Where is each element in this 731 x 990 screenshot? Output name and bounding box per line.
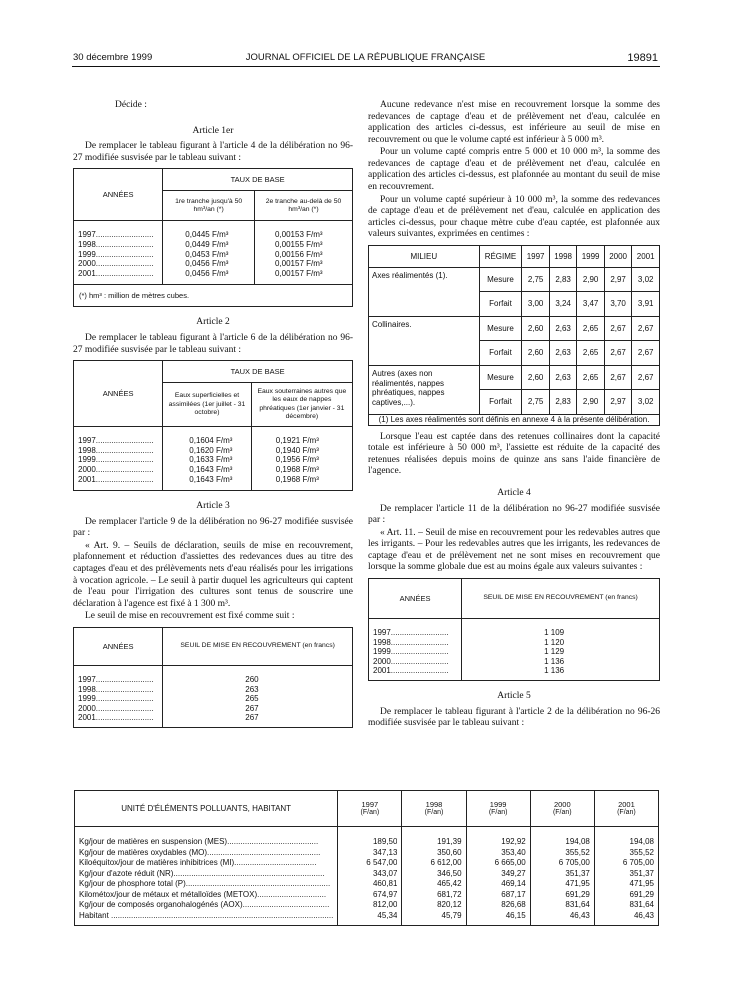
table-3 — [73, 627, 353, 728]
t2-year: 2001.......................... — [78, 474, 154, 484]
t5-year: 1997.......................... — [373, 628, 449, 638]
t2-value: 0,1968 F/m³ — [275, 474, 319, 484]
t3-value: 265 — [245, 694, 259, 704]
header-date: 30 décembre 1999 — [73, 52, 153, 63]
t4-header-cell: RÉGIME — [479, 245, 522, 267]
t2-col1 — [163, 427, 251, 491]
t6-year-unit: (F/an) — [552, 808, 572, 816]
t6-header-year — [594, 791, 658, 827]
t1-years — [74, 221, 163, 285]
t6-value: 691,29 — [629, 889, 654, 899]
t6-value: 6 705,00 — [622, 858, 654, 867]
t6-year-unit: (F/an) — [424, 808, 444, 816]
t4-header-cell: 1999 — [577, 245, 605, 267]
t6-value: 687,17 — [501, 889, 526, 899]
t6-column — [594, 827, 658, 926]
t5-header-seuil: SEUIL DE MISE EN RECOUVREMENT (en francs) — [462, 579, 660, 619]
t6-value: 45,34 — [377, 910, 398, 920]
t6-value: 465,42 — [437, 879, 462, 888]
t1-value: 0,00155 F/m³ — [274, 239, 323, 249]
t6-value: 812,00 — [372, 900, 398, 909]
t4-row — [369, 365, 660, 390]
t4-value: 2,63 — [549, 316, 577, 341]
t6-value: 46,15 — [505, 910, 526, 920]
t4-regime: Mesure — [479, 316, 522, 341]
t3-header-seuil: SEUIL DE MISE EN RECOUVREMENT (en francs) — [163, 627, 353, 665]
t2-year: 1998.......................... — [78, 445, 154, 455]
t6-year-label: 2000 — [553, 799, 571, 809]
t1-year: 1998.......................... — [78, 239, 154, 249]
t4-value: 2,97 — [604, 390, 632, 415]
article-2-title: Article 2 — [196, 317, 230, 328]
t6-value: 346,50 — [437, 868, 462, 878]
t6-value: 349,27 — [501, 868, 526, 878]
t4-note: (1) Les axes réalimentés sont définis en annexe 4 à la présente délibération. — [369, 414, 660, 425]
t1-note: (*) hm³ : million de mètres cubes. — [74, 285, 353, 307]
t4-value: 2,65 — [577, 365, 605, 390]
t6-value: 46,43 — [569, 910, 590, 920]
t6-value: 681,72 — [437, 889, 462, 899]
t4-value: 2,67 — [604, 341, 632, 366]
article-3-title: Article 3 — [196, 501, 230, 512]
t1-value: 0,0453 F/m³ — [185, 249, 229, 259]
t3-year: 1997.......................... — [78, 674, 154, 684]
article-4-title: Article 4 — [497, 488, 531, 498]
t4-header-cell: 1997 — [522, 245, 550, 267]
t6-column — [402, 827, 466, 926]
t6-header-year — [402, 791, 466, 827]
t5-value: 1 129 — [544, 647, 565, 657]
article-5-title: Article 5 — [497, 691, 531, 702]
t1-value: 0,0449 F/m³ — [185, 239, 229, 249]
decide-text: Décide : — [115, 100, 147, 110]
t1-header-taux: TAUX DE BASE — [163, 169, 353, 191]
t2-year: 1999.......................... — [78, 455, 154, 465]
article-4-text: De remplacer l'article 11 de la délibération no 96-27 modifiée susvisée par : — [368, 503, 660, 526]
t6-header-year — [530, 791, 594, 827]
t2-value: 0,1604 F/m³ — [189, 436, 233, 446]
t6-value: 194,08 — [565, 837, 590, 846]
article-1-text: De remplacer le tableau figurant à l'article 4 de la délibération no 96-27 modifiée susvisée par le tableau suivant : — [73, 141, 353, 163]
t2-value: 0,1940 F/m³ — [275, 445, 319, 455]
t6-value: 189,50 — [372, 837, 398, 846]
t6-value: 194,08 — [629, 837, 654, 846]
t5-years — [369, 619, 462, 681]
t2-header-c1: Eaux superficielles et assimilées (1er juillet - 31 octobre) — [163, 383, 251, 427]
t6-value: 351,37 — [565, 868, 590, 878]
t1-value: 0,00157 F/m³ — [274, 259, 323, 269]
t4-value: 3,02 — [632, 267, 660, 292]
t2-header-taux: TAUX DE BASE — [163, 361, 353, 383]
t4-milieu: Axes réalimentés (1). — [369, 267, 480, 316]
t4-value: 3,70 — [604, 292, 632, 317]
t6-value: 471,95 — [629, 879, 654, 888]
t6-label: Kg/jour d'azote réduit (NR).................................................................... — [79, 868, 325, 878]
t4-value: 2,63 — [549, 341, 577, 366]
t6-value: 460,81 — [372, 879, 398, 888]
page-header — [73, 52, 658, 66]
table-5 — [368, 578, 660, 681]
t3-years — [74, 665, 163, 727]
t6-label: Kg/jour de matières oxydables (MO)................................................... — [79, 847, 321, 857]
t4-value: 2,67 — [632, 316, 660, 341]
t1-header-annees: ANNÉES — [74, 169, 163, 221]
t2-value: 0,1620 F/m³ — [189, 445, 233, 455]
t5-value: 1 109 — [544, 628, 565, 638]
t4-header-cell: 1998 — [549, 245, 577, 267]
t1-value: 0,00157 F/m³ — [274, 268, 323, 278]
article-3-seuil: Le seuil de mise en recouvrement est fixé comme suit : — [85, 611, 295, 622]
t6-header-year — [338, 791, 402, 827]
t6-value: 826,68 — [501, 900, 526, 909]
t6-value: 355,52 — [629, 847, 654, 857]
t4-value: 2,90 — [577, 267, 605, 292]
t4-regime: Mesure — [479, 365, 522, 390]
t6-year-unit: (F/an) — [488, 808, 508, 816]
t4-value: 2,75 — [522, 267, 550, 292]
t2-value: 0,1643 F/m³ — [189, 474, 233, 484]
t3-year: 1998.......................... — [78, 684, 154, 694]
t6-value: 6 665,00 — [494, 858, 526, 867]
t4-value: 2,67 — [632, 341, 660, 366]
t4-value: 2,97 — [604, 267, 632, 292]
t4-regime: Mesure — [479, 267, 522, 292]
t4-value: 3,91 — [632, 292, 660, 317]
article-5-text: De remplacer le tableau figurant à l'article 2 de la délibération no 96-26 modifiée susvisée par le tableau suivant : — [368, 706, 660, 729]
t1-header-c2: 2e tranche au-delà de 50 hm³/an (*) — [254, 191, 352, 221]
t1-header-c1: 1re tranche jusqu'à 50 hm³/an (*) — [163, 191, 255, 221]
t6-value: 350,60 — [437, 847, 462, 857]
t5-year: 1998.......................... — [373, 637, 449, 647]
t4-value: 2,65 — [577, 341, 605, 366]
t4-value: 2,65 — [577, 316, 605, 341]
t2-header-c2: Eaux souterraines autres que les eaux de nappes phréatiques (1er janvier - 31 décembre) — [251, 383, 352, 427]
t6-value: 353,40 — [501, 847, 526, 857]
t6-value: 46,43 — [633, 910, 654, 920]
t1-value: 0,0445 F/m³ — [185, 230, 229, 240]
t6-value: 6 705,00 — [558, 858, 590, 867]
t3-value: 263 — [245, 684, 259, 694]
t1-value: 0,00156 F/m³ — [274, 249, 323, 259]
t4-row — [369, 316, 660, 341]
article-3-quote: « Art. 9. – Seuils de déclaration, seuils de mise en recouvrement, plafonnement et réduction d'assiettes des redevances dues au titre des captages d'eau et des prélèvements nets d'eau réalisés pour les irrigations à vocation agricole. – Le seuil à partir duquel les agriculteurs qui captent de l'eau pour l'irrigation des cultures sont tenus de souscrire une déclaration à l'agence est fixé à 1 300 m³. — [73, 540, 353, 609]
t6-value: 831,64 — [629, 900, 654, 909]
t3-values — [163, 665, 353, 727]
table-6 — [74, 790, 659, 926]
t2-years — [74, 427, 163, 491]
t1-year: 2000.......................... — [78, 259, 154, 269]
t4-header-cell: 2001 — [632, 245, 660, 267]
article-2-text: De remplacer le tableau figurant à l'article 6 de la délibération no 96-27 modifiée susvisée par le tableau suivant : — [73, 333, 353, 355]
t5-header-annees: ANNÉES — [369, 579, 462, 619]
t4-value: 2,67 — [604, 365, 632, 390]
t5-value: 1 120 — [544, 637, 565, 647]
t6-year-label: 1999 — [489, 799, 507, 809]
t6-value: 469,14 — [501, 879, 526, 888]
t4-row — [369, 267, 660, 292]
t6-year-label: 1997 — [361, 799, 379, 809]
t4-value: 3,24 — [549, 292, 577, 317]
t3-year: 2000.......................... — [78, 703, 154, 713]
t4-value: 2,90 — [577, 390, 605, 415]
t4-value: 3,47 — [577, 292, 605, 317]
t3-year: 2001.......................... — [78, 713, 154, 723]
t6-header-year — [466, 791, 530, 827]
t6-year-unit: (F/an) — [360, 808, 380, 816]
t6-value: 691,29 — [565, 889, 590, 899]
t6-value: 831,64 — [565, 900, 590, 909]
t4-value: 2,75 — [522, 390, 550, 415]
t4-header-cell: 2000 — [604, 245, 632, 267]
t2-value: 0,1921 F/m³ — [275, 436, 319, 446]
t1-col2 — [254, 221, 352, 285]
t4-header-cell: MILIEU — [369, 245, 480, 267]
t5-year: 1999.......................... — [373, 647, 449, 657]
t4-value: 2,63 — [549, 365, 577, 390]
t6-value: 351,37 — [629, 868, 654, 878]
t4-regime: Forfait — [479, 390, 522, 415]
right-paragraph-2: Pour un volume capté compris entre 5 000 et 10 000 m³, la somme des redevances de captage d'eau et de prélèvement net d'eau, calculée en application des articles ci-dessus, est plafonnée au montant du seuil de mise en recouvrement. — [368, 147, 660, 193]
t6-label: Kiloéquitox/jour de matières inhibitrices (MI)..................................... — [79, 858, 317, 867]
right-paragraph-1: Aucune redevance n'est mise en recouvrement lorsque la somme des redevances de captage d'eau et de prélèvement net d'eau, calculée en application des articles ci-dessus, est inférieure au seuil de mise en recouvrement ou que le volume capté est inférieur à 5 000 m³. — [368, 100, 660, 145]
t6-year-unit: (F/an) — [617, 808, 636, 816]
t4-value: 2,67 — [604, 316, 632, 341]
t6-value: 191,39 — [437, 837, 462, 846]
t6-column — [466, 827, 530, 926]
t4-value: 2,60 — [522, 341, 550, 366]
t4-value: 2,83 — [549, 390, 577, 415]
t5-year: 2001.......................... — [373, 666, 449, 676]
t3-value: 260 — [245, 674, 259, 684]
table-1 — [73, 168, 353, 307]
t6-label: Kg/jour de matières en suspension (MES)......................................... — [79, 837, 319, 846]
t6-column — [530, 827, 594, 926]
table-4 — [368, 245, 660, 426]
t6-label: Habitant .................................................................................................... — [79, 910, 334, 920]
t1-value: 0,0456 F/m³ — [185, 268, 229, 278]
t6-year-label: 2001 — [618, 799, 635, 809]
t1-value: 0,0456 F/m³ — [185, 259, 229, 269]
left-column — [73, 100, 353, 734]
t2-header-annees: ANNÉES — [74, 361, 163, 427]
t4-regime: Forfait — [479, 341, 522, 366]
t5-value: 1 136 — [544, 656, 565, 666]
table-2 — [73, 360, 353, 491]
t6-label: Kilométox/jour de métaux et métalloïdes (METOX)............................... — [79, 889, 327, 899]
t4-value: 3,02 — [632, 390, 660, 415]
t6-header-unit: UNITÉ D'ÉLÉMENTS POLLUANTS, HABITANT — [75, 791, 338, 827]
t6-year-label: 1998 — [425, 799, 443, 809]
header-rule — [72, 66, 660, 67]
t2-value: 0,1968 F/m³ — [275, 464, 319, 474]
t6-value: 674,97 — [372, 889, 398, 899]
t1-year: 1999.......................... — [78, 249, 154, 259]
t5-values — [462, 619, 660, 681]
t6-labels — [75, 827, 338, 926]
t6-column — [338, 827, 402, 926]
t4-milieu: Autres (axes non réalimentés, nappes phréatiques, nappes captives,...). — [369, 365, 480, 414]
t4-value: 2,60 — [522, 365, 550, 390]
t6-value: 192,92 — [501, 837, 526, 846]
t4-value: 2,83 — [549, 267, 577, 292]
t6-value: 343,07 — [372, 868, 398, 878]
journal-title: JOURNAL OFFICIEL DE LA RÉPUBLIQUE FRANÇAISE — [245, 52, 486, 63]
t1-col1 — [163, 221, 255, 285]
t3-header-annees: ANNÉES — [74, 627, 163, 665]
t2-col2 — [251, 427, 352, 491]
t5-value: 1 136 — [544, 666, 565, 676]
t2-year: 2000.......................... — [78, 464, 154, 474]
t3-value: 267 — [245, 713, 259, 723]
t4-value: 3,00 — [522, 292, 550, 317]
right-paragraph-4: Lorsque l'eau est captée dans des retenues collinaires dont la capacité totale est inférieure à 50 000 m³, l'assiette est réduite de la capacité des retenues réalisées depuis moins de quinze ans sans l'aide financière de l'agence. — [368, 431, 660, 477]
t1-value: 0,00153 F/m³ — [274, 230, 323, 240]
t5-year: 2000.......................... — [373, 656, 449, 666]
t6-value: 6 547,00 — [366, 858, 398, 867]
t2-value: 0,1956 F/m³ — [275, 455, 319, 465]
t4-value: 2,67 — [632, 365, 660, 390]
t6-value: 355,52 — [565, 847, 590, 857]
t2-value: 0,1633 F/m³ — [189, 455, 233, 465]
t6-value: 347,13 — [372, 847, 398, 857]
article-3-text: De remplacer l'article 9 de la délibération no 96-27 modifiée susvisée par : — [73, 516, 353, 539]
t6-label: Kg/jour de composés organohalogénés (AOX)....................................... — [79, 900, 330, 909]
right-paragraph-3: Pour un volume capté supérieur à 10 000 m³, la somme des redevances de captage d'eau et de prélèvement net d'eau, calculée en application des articles ci-dessus, pour chaque mètre cube d'eau captée, est plafonnée aux valeurs suivantes, exprimées en centimes : — [368, 194, 660, 240]
right-column — [368, 100, 660, 731]
t6-value: 471,95 — [565, 879, 590, 888]
article-4-quote: « Art. 11. – Seuil de mise en recouvrement pour les redevables autres que les irrigants. – Pour les redevables autres que les irrigants, les redevances de captage d'eau et de prélèvement net ne sont mises en recouvrement que lorsque la somme globale due est au moins égale aux valeurs suivantes : — [368, 527, 660, 573]
t6-value: 820,12 — [437, 900, 462, 909]
t2-value: 0,1643 F/m³ — [189, 464, 233, 474]
t4-value: 2,60 — [522, 316, 550, 341]
article-1-title: Article 1er — [192, 125, 234, 136]
t2-year: 1997.......................... — [78, 436, 154, 446]
t6-label: Kg/jour de phosphore total (P)................................................................. — [79, 879, 331, 888]
t4-regime: Forfait — [479, 292, 522, 317]
t1-year: 2001.......................... — [78, 268, 154, 278]
t3-year: 1999.......................... — [78, 694, 154, 704]
t3-value: 267 — [245, 703, 259, 713]
t6-value: 45,79 — [441, 910, 462, 920]
page-number: 19891 — [627, 52, 658, 64]
t1-year: 1997.......................... — [78, 230, 154, 240]
t6-value: 6 612,00 — [430, 858, 462, 867]
t4-milieu: Collinaires. — [369, 316, 480, 365]
